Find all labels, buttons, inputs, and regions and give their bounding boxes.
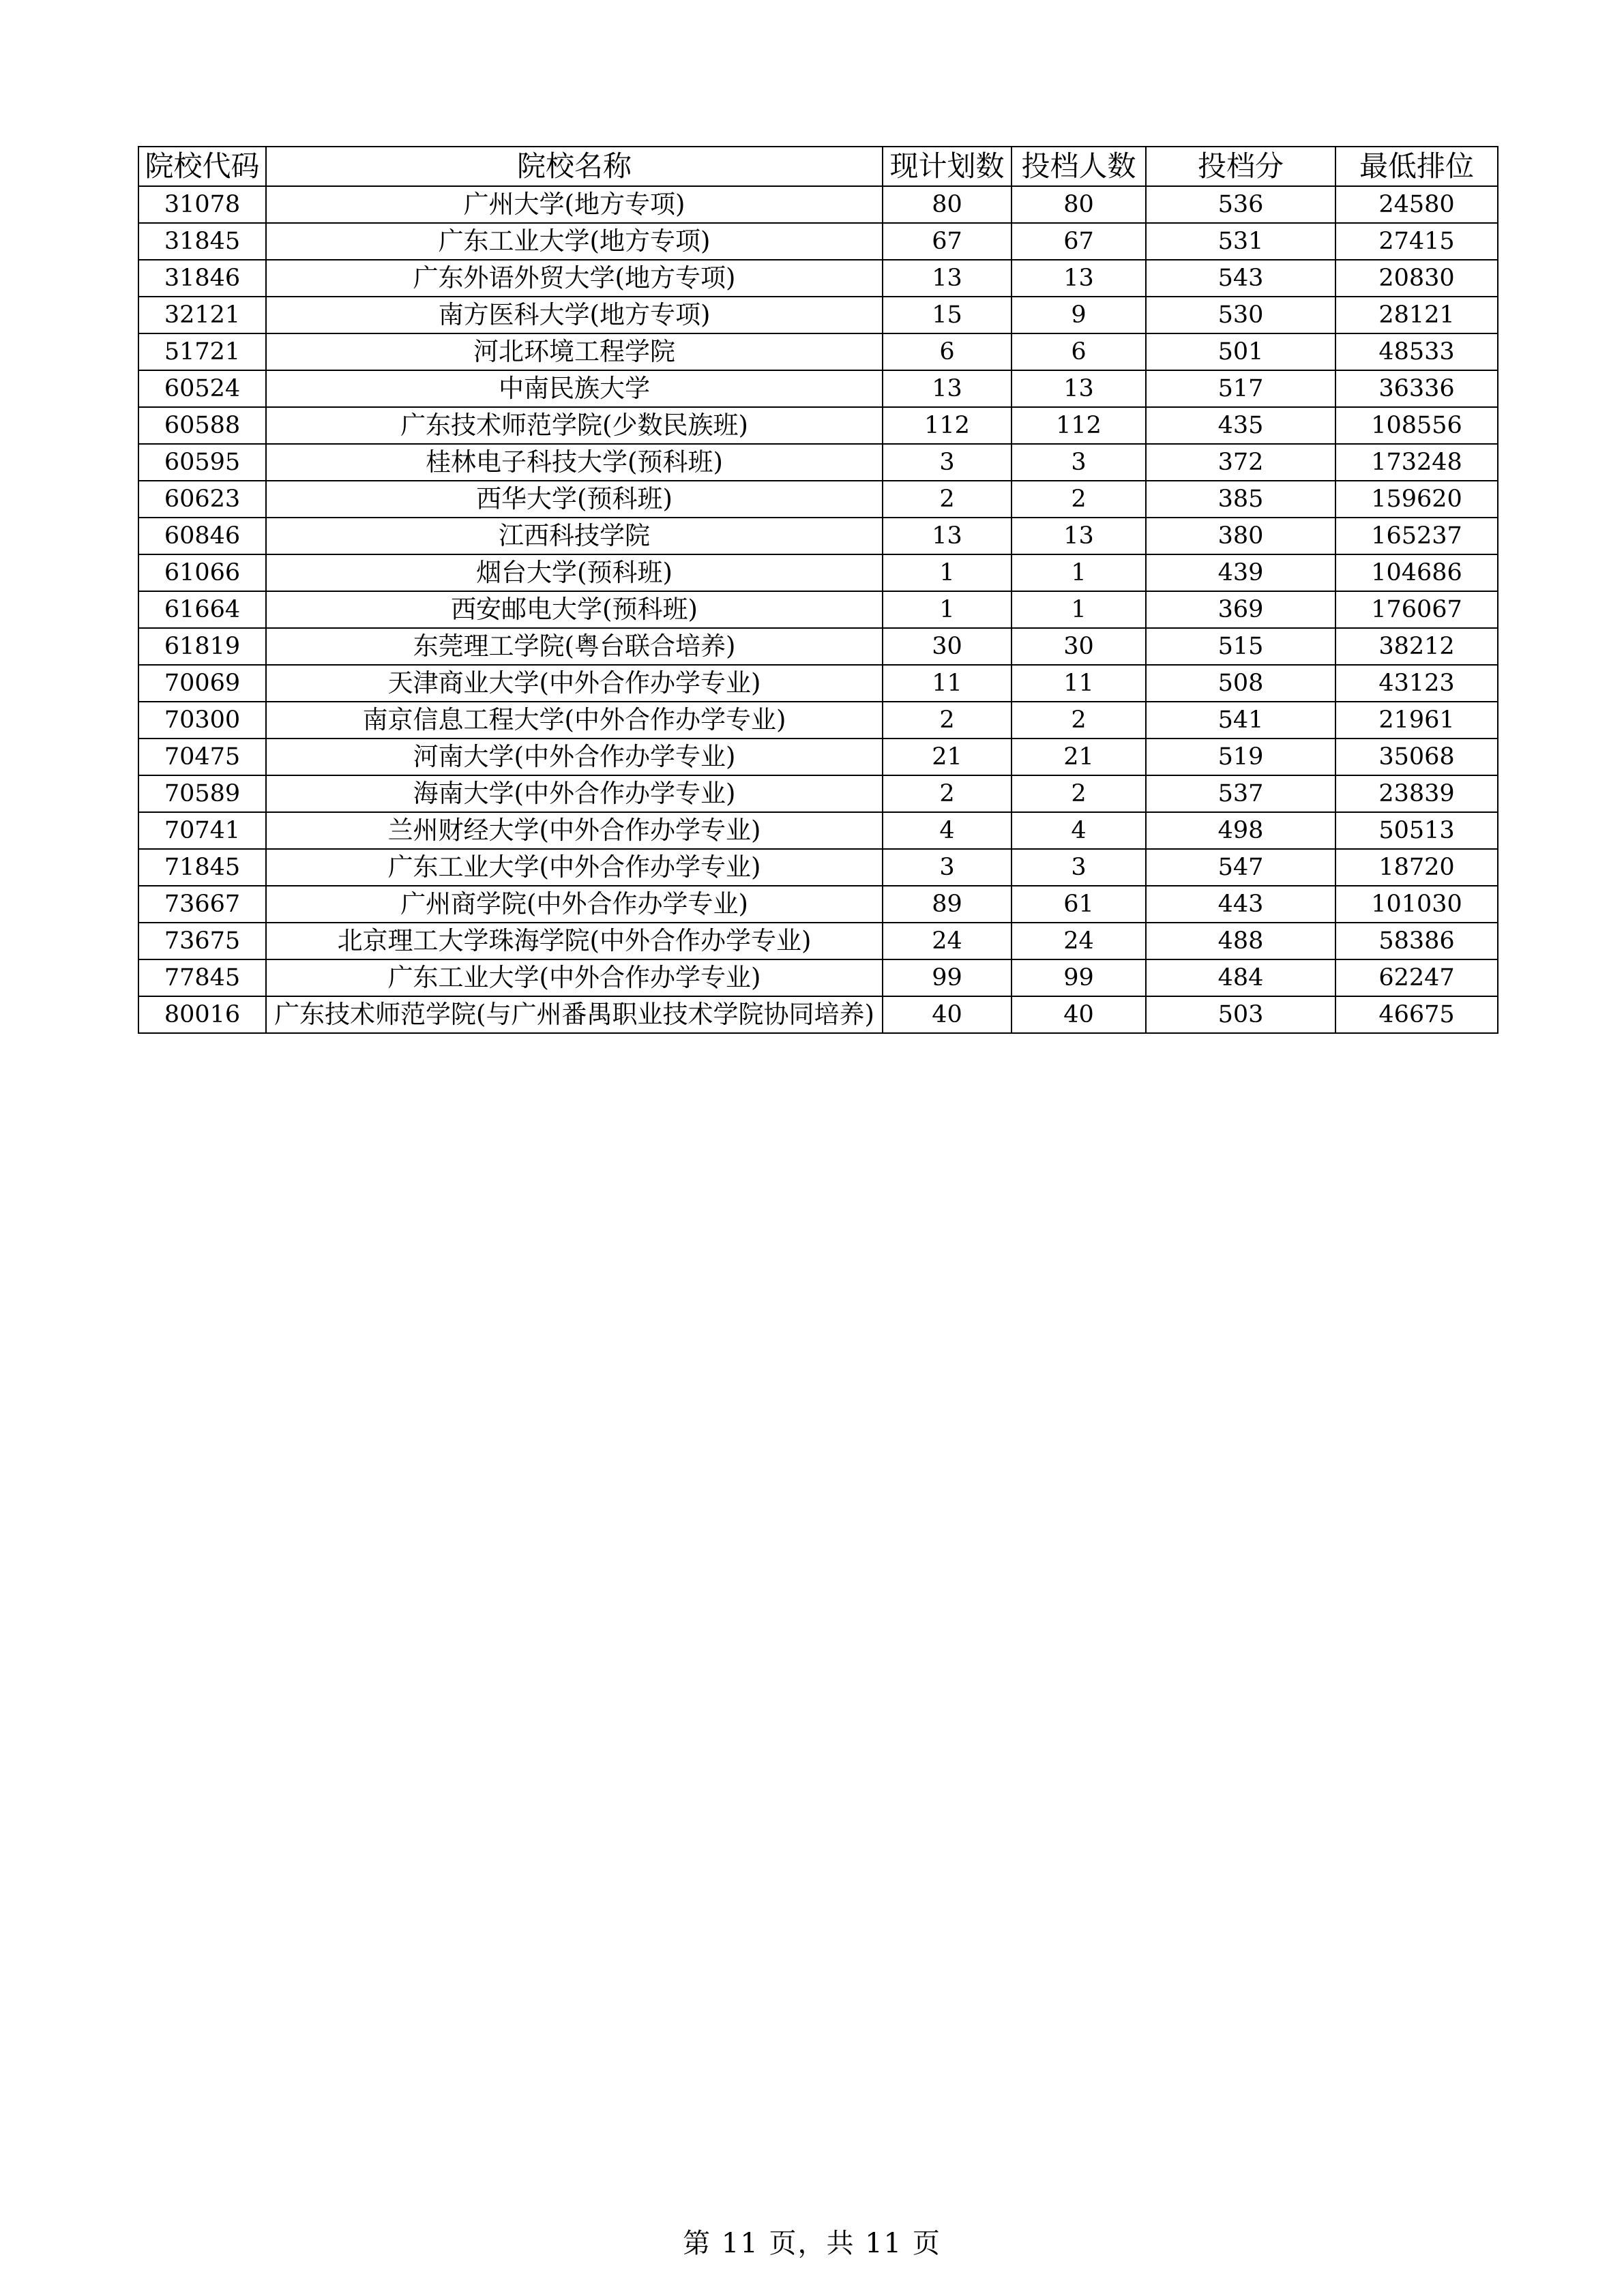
cell-plan: 112: [883, 407, 1012, 444]
table-row: [138, 886, 1498, 923]
cell-rank: 46675: [1335, 996, 1498, 1033]
table-row: [138, 333, 1498, 370]
cell-count: 1: [1012, 591, 1146, 628]
cell-code: 73667: [138, 886, 266, 923]
cell-name: 北京理工大学珠海学院(中外合作办学专业): [266, 923, 883, 959]
cell-rank: 104686: [1335, 554, 1498, 591]
cell-plan: 80: [883, 186, 1012, 223]
table-row: [138, 591, 1498, 628]
cell-rank: 18720: [1335, 849, 1498, 886]
cell-code: 31845: [138, 223, 266, 260]
table-row: [138, 518, 1498, 554]
cell-plan: 3: [883, 444, 1012, 481]
cell-code: 32121: [138, 297, 266, 333]
cell-name: 广东技术师范学院(与广州番禺职业技术学院协同培养): [266, 996, 883, 1033]
cell-rank: 50513: [1335, 812, 1498, 849]
admission-table-container: [138, 146, 1498, 1034]
cell-name: 桂林电子科技大学(预科班): [266, 444, 883, 481]
cell-name: 南方医科大学(地方专项): [266, 297, 883, 333]
table-row: [138, 444, 1498, 481]
cell-name: 广东工业大学(地方专项): [266, 223, 883, 260]
cell-code: 61664: [138, 591, 266, 628]
table-row: [138, 628, 1498, 665]
cell-name: 西华大学(预科班): [266, 481, 883, 518]
cell-count: 3: [1012, 849, 1146, 886]
admission-table: [138, 146, 1498, 1034]
cell-count: 3: [1012, 444, 1146, 481]
table-row: [138, 407, 1498, 444]
cell-code: 51721: [138, 333, 266, 370]
cell-score: 519: [1146, 739, 1335, 775]
cell-rank: 27415: [1335, 223, 1498, 260]
cell-code: 31846: [138, 260, 266, 297]
cell-code: 70589: [138, 775, 266, 812]
cell-score: 503: [1146, 996, 1335, 1033]
cell-rank: 24580: [1335, 186, 1498, 223]
cell-count: 13: [1012, 260, 1146, 297]
cell-name: 兰州财经大学(中外合作办学专业): [266, 812, 883, 849]
header-name: 院校名称: [266, 147, 883, 186]
table-header-row: [138, 147, 1498, 186]
cell-name: 河北环境工程学院: [266, 333, 883, 370]
table-body: [138, 186, 1498, 1033]
table-row: [138, 996, 1498, 1033]
table-row: [138, 812, 1498, 849]
cell-plan: 13: [883, 260, 1012, 297]
cell-code: 70741: [138, 812, 266, 849]
cell-score: 498: [1146, 812, 1335, 849]
cell-plan: 1: [883, 591, 1012, 628]
cell-count: 6: [1012, 333, 1146, 370]
cell-code: 31078: [138, 186, 266, 223]
cell-plan: 6: [883, 333, 1012, 370]
cell-plan: 21: [883, 739, 1012, 775]
table-row: [138, 223, 1498, 260]
cell-code: 60588: [138, 407, 266, 444]
cell-score: 439: [1146, 554, 1335, 591]
cell-rank: 28121: [1335, 297, 1498, 333]
header-rank: 最低排位: [1335, 147, 1498, 186]
cell-rank: 58386: [1335, 923, 1498, 959]
cell-code: 61066: [138, 554, 266, 591]
cell-code: 71845: [138, 849, 266, 886]
cell-rank: 173248: [1335, 444, 1498, 481]
header-count: 投档人数: [1012, 147, 1146, 186]
table-row: [138, 923, 1498, 959]
cell-code: 70069: [138, 665, 266, 702]
cell-plan: 24: [883, 923, 1012, 959]
cell-count: 24: [1012, 923, 1146, 959]
cell-rank: 108556: [1335, 407, 1498, 444]
cell-count: 2: [1012, 702, 1146, 739]
header-code: 院校代码: [138, 147, 266, 186]
cell-score: 443: [1146, 886, 1335, 923]
header-plan: 现计划数: [883, 147, 1012, 186]
cell-score: 508: [1146, 665, 1335, 702]
header-score: 投档分: [1146, 147, 1335, 186]
cell-rank: 38212: [1335, 628, 1498, 665]
cell-plan: 1: [883, 554, 1012, 591]
cell-score: 484: [1146, 959, 1335, 996]
cell-name: 广东工业大学(中外合作办学专业): [266, 849, 883, 886]
cell-plan: 3: [883, 849, 1012, 886]
cell-count: 1: [1012, 554, 1146, 591]
cell-name: 广东技术师范学院(少数民族班): [266, 407, 883, 444]
cell-rank: 48533: [1335, 333, 1498, 370]
page-footer: 第 11 页，共 11 页: [683, 2228, 941, 2259]
cell-plan: 4: [883, 812, 1012, 849]
cell-rank: 21961: [1335, 702, 1498, 739]
cell-count: 2: [1012, 775, 1146, 812]
cell-count: 11: [1012, 665, 1146, 702]
cell-score: 530: [1146, 297, 1335, 333]
cell-count: 9: [1012, 297, 1146, 333]
cell-plan: 30: [883, 628, 1012, 665]
cell-rank: 176067: [1335, 591, 1498, 628]
cell-rank: 23839: [1335, 775, 1498, 812]
table-row: [138, 665, 1498, 702]
cell-plan: 2: [883, 775, 1012, 812]
cell-name: 海南大学(中外合作办学专业): [266, 775, 883, 812]
cell-rank: 62247: [1335, 959, 1498, 996]
cell-name: 烟台大学(预科班): [266, 554, 883, 591]
cell-name: 天津商业大学(中外合作办学专业): [266, 665, 883, 702]
cell-count: 13: [1012, 518, 1146, 554]
cell-count: 40: [1012, 996, 1146, 1033]
cell-plan: 40: [883, 996, 1012, 1033]
cell-name: 广东外语外贸大学(地方专项): [266, 260, 883, 297]
cell-count: 67: [1012, 223, 1146, 260]
table-row: [138, 702, 1498, 739]
cell-score: 380: [1146, 518, 1335, 554]
cell-rank: 20830: [1335, 260, 1498, 297]
cell-name: 广东工业大学(中外合作办学专业): [266, 959, 883, 996]
cell-count: 99: [1012, 959, 1146, 996]
cell-score: 537: [1146, 775, 1335, 812]
cell-score: 541: [1146, 702, 1335, 739]
table-row: [138, 297, 1498, 333]
cell-rank: 35068: [1335, 739, 1498, 775]
table-row: [138, 849, 1498, 886]
cell-score: 536: [1146, 186, 1335, 223]
table-row: [138, 260, 1498, 297]
cell-rank: 36336: [1335, 370, 1498, 407]
cell-count: 13: [1012, 370, 1146, 407]
cell-name: 广州商学院(中外合作办学专业): [266, 886, 883, 923]
cell-rank: 165237: [1335, 518, 1498, 554]
cell-code: 60595: [138, 444, 266, 481]
cell-plan: 13: [883, 518, 1012, 554]
table-row: [138, 554, 1498, 591]
cell-plan: 2: [883, 702, 1012, 739]
cell-rank: 159620: [1335, 481, 1498, 518]
cell-plan: 13: [883, 370, 1012, 407]
cell-score: 385: [1146, 481, 1335, 518]
cell-code: 70475: [138, 739, 266, 775]
cell-rank: 43123: [1335, 665, 1498, 702]
cell-name: 中南民族大学: [266, 370, 883, 407]
cell-name: 广州大学(地方专项): [266, 186, 883, 223]
cell-score: 517: [1146, 370, 1335, 407]
cell-name: 东莞理工学院(粤台联合培养): [266, 628, 883, 665]
cell-name: 河南大学(中外合作办学专业): [266, 739, 883, 775]
cell-count: 61: [1012, 886, 1146, 923]
cell-score: 488: [1146, 923, 1335, 959]
cell-score: 543: [1146, 260, 1335, 297]
cell-name: 南京信息工程大学(中外合作办学专业): [266, 702, 883, 739]
cell-code: 73675: [138, 923, 266, 959]
cell-code: 77845: [138, 959, 266, 996]
cell-code: 60623: [138, 481, 266, 518]
cell-code: 60524: [138, 370, 266, 407]
table-row: [138, 481, 1498, 518]
cell-code: 60846: [138, 518, 266, 554]
cell-plan: 15: [883, 297, 1012, 333]
cell-score: 531: [1146, 223, 1335, 260]
cell-score: 515: [1146, 628, 1335, 665]
table-row: [138, 775, 1498, 812]
cell-score: 547: [1146, 849, 1335, 886]
table-row: [138, 739, 1498, 775]
table-row: [138, 370, 1498, 407]
cell-code: 61819: [138, 628, 266, 665]
cell-count: 80: [1012, 186, 1146, 223]
cell-count: 4: [1012, 812, 1146, 849]
cell-count: 21: [1012, 739, 1146, 775]
cell-rank: 101030: [1335, 886, 1498, 923]
cell-score: 372: [1146, 444, 1335, 481]
table-row: [138, 959, 1498, 996]
cell-score: 369: [1146, 591, 1335, 628]
cell-count: 112: [1012, 407, 1146, 444]
cell-plan: 2: [883, 481, 1012, 518]
cell-plan: 99: [883, 959, 1012, 996]
cell-plan: 11: [883, 665, 1012, 702]
cell-plan: 67: [883, 223, 1012, 260]
cell-count: 30: [1012, 628, 1146, 665]
table-row: [138, 186, 1498, 223]
cell-code: 80016: [138, 996, 266, 1033]
cell-plan: 89: [883, 886, 1012, 923]
cell-name: 西安邮电大学(预科班): [266, 591, 883, 628]
cell-code: 70300: [138, 702, 266, 739]
cell-count: 2: [1012, 481, 1146, 518]
cell-score: 435: [1146, 407, 1335, 444]
cell-score: 501: [1146, 333, 1335, 370]
cell-name: 江西科技学院: [266, 518, 883, 554]
